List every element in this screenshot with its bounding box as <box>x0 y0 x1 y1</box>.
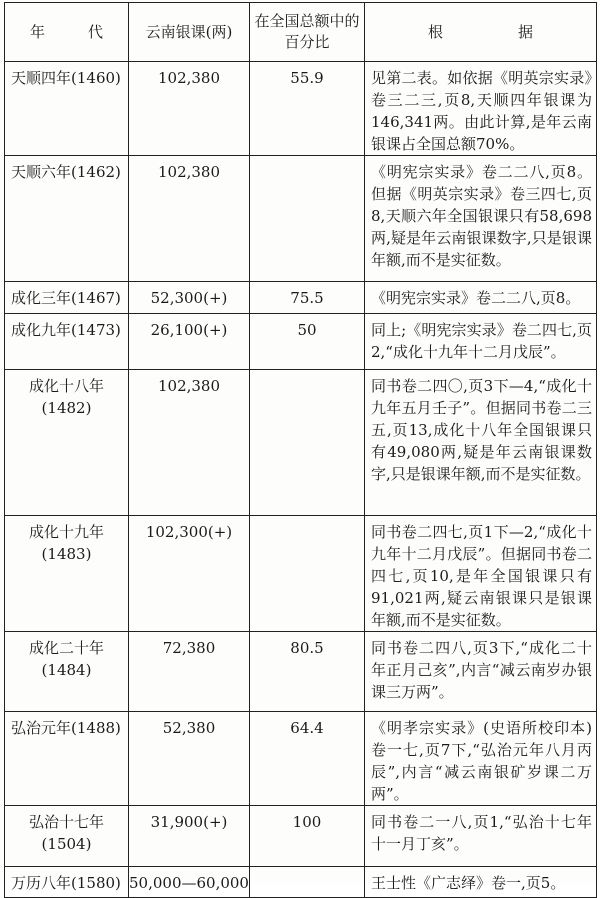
percent-cell <box>250 156 365 282</box>
percent-cell: 100 <box>250 806 365 867</box>
percent-cell: 75.5 <box>250 282 365 314</box>
percent-cell: 80.5 <box>250 632 365 712</box>
silver-cell: 52,300(+) <box>129 282 250 314</box>
source-cell: 同书卷二四八,页3下,“成化二十年正月己亥”,内言“减云南岁办银课三万两”。 <box>365 632 597 712</box>
header-row <box>5 3 597 62</box>
percent-cell: 55.9 <box>250 62 365 156</box>
percent-cell <box>250 370 365 516</box>
header-year: 年 代 <box>29 23 117 41</box>
silver-cell: 72,380 <box>129 632 250 712</box>
source-cell: 同上;《明宪宗实录》卷二四七,页2,“成化十九年十二月戊辰”。 <box>365 314 597 370</box>
percent-cell: 50 <box>250 314 365 370</box>
source-cell: 同书卷二一八,页1,“弘治十七年十一月丁亥”。 <box>365 806 597 867</box>
silver-cell: 26,100(+) <box>129 314 250 370</box>
year-cell: 天顺四年(1460) <box>5 62 129 156</box>
year-cell: 弘治十七年(1504) <box>5 806 129 867</box>
source-cell: 同书卷二四七,页1下—2,“成化十九年十二月戊辰”。但据同书卷二四七,页10,是年全国银课只有91,021两,疑云南银课只是银课年额,而不是实征数。 <box>365 516 597 632</box>
table-row <box>5 712 597 806</box>
year-cell: 弘治元年(1488) <box>5 712 129 806</box>
percent-cell <box>250 867 365 898</box>
source-cell: 《明宪宗实录》卷二二八,页8。但据《明英宗实录》卷三四七,页8,天顺六年全国银课只有58,698两,疑是年云南银课数字,只是银课年额,而不是实征数。 <box>365 156 597 282</box>
table-row <box>5 314 597 370</box>
header-cell-percent <box>250 3 365 62</box>
source-cell: 王士性《广志绎》卷一,页5。 <box>365 867 597 898</box>
silver-cell: 102,380 <box>129 62 250 156</box>
header-cell-year <box>5 3 129 62</box>
table-row <box>5 516 597 632</box>
table-row <box>5 156 597 282</box>
silver-cell: 102,380 <box>129 370 250 516</box>
year-cell: 成化十九年(1483) <box>5 516 129 632</box>
source-cell: 《明孝宗实录》(史语所校印本)卷一七,页7下,“弘治元年八月丙辰”,内言“减云南银矿岁课二万两”。 <box>365 712 597 806</box>
table-header <box>5 3 597 62</box>
table-row <box>5 867 597 898</box>
table-row <box>5 370 597 516</box>
silver-cell: 102,380 <box>129 156 250 282</box>
table-body <box>5 62 597 898</box>
percent-cell: 64.4 <box>250 712 365 806</box>
percent-cell <box>250 516 365 632</box>
year-cell: 成化十八年(1482) <box>5 370 129 516</box>
silver-cell: 50,000—60,000 <box>129 867 250 898</box>
year-cell: 万历八年(1580) <box>5 867 129 898</box>
header-percent: 在全国总额中的百分比 <box>254 12 360 51</box>
source-cell: 见第二表。如依据《明英宗实录》卷三二三,页8,天顺四年银课为146,341两。由此计算,是年云南银课占全国总额70%。 <box>365 62 597 156</box>
source-cell: 《明宪宗实录》卷二二八,页8。 <box>365 282 597 314</box>
silver-tax-table <box>4 2 597 898</box>
year-cell: 成化三年(1467) <box>5 282 129 314</box>
silver-cell: 52,380 <box>129 712 250 806</box>
year-cell: 成化九年(1473) <box>5 314 129 370</box>
year-cell: 天顺六年(1462) <box>5 156 129 282</box>
header-silver: 云南银课(两) <box>145 23 233 41</box>
year-cell: 成化二十年(1484) <box>5 632 129 712</box>
table-row <box>5 62 597 156</box>
header-cell-source <box>365 3 597 62</box>
header-cell-silver <box>129 3 250 62</box>
silver-cell: 102,300(+) <box>129 516 250 632</box>
table-row <box>5 806 597 867</box>
header-source: 根 据 <box>427 23 563 41</box>
table-row <box>5 282 597 314</box>
source-cell: 同书卷二四〇,页3下—4,“成化十九年五月壬子”。但据同书卷二三五,页13,成化十八年全国银课只有49,080两,疑是年云南银课数字,只是银课年额,而不是实征数。 <box>365 370 597 516</box>
table-row <box>5 632 597 712</box>
silver-cell: 31,900(+) <box>129 806 250 867</box>
